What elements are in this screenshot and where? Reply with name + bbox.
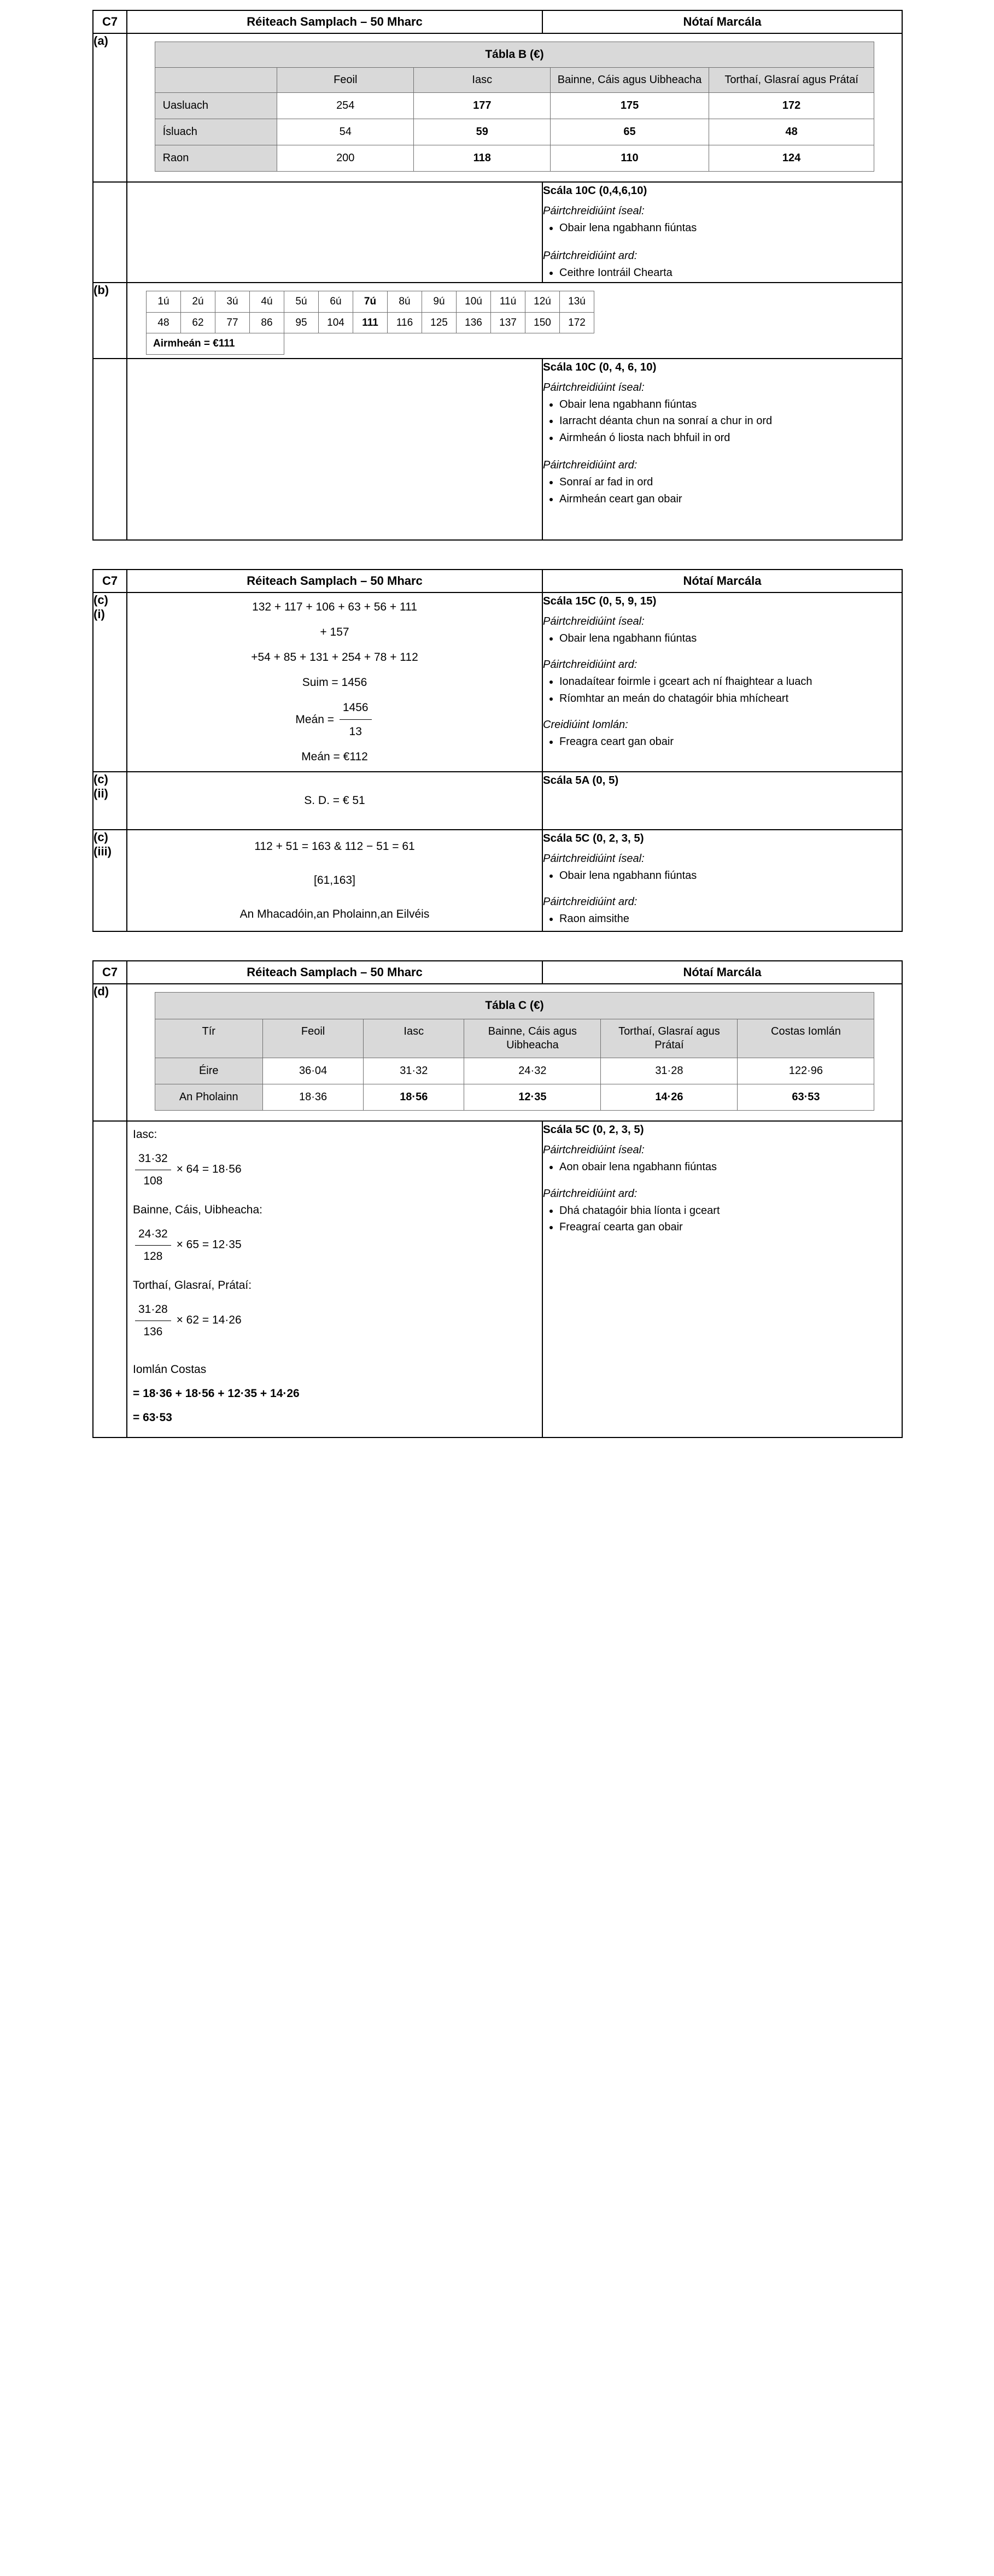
work-item-3-fraction bbox=[135, 1300, 171, 1341]
pos-11: 12ú bbox=[525, 291, 560, 313]
tabla-b-cell-0-2: 175 bbox=[551, 93, 709, 119]
work-item-2-rest: × 65 = 12·35 bbox=[176, 1238, 242, 1251]
pos-4: 5ú bbox=[284, 291, 319, 313]
pos-0: 1ú bbox=[147, 291, 181, 313]
work-item-2-numerator: 24·32 bbox=[135, 1224, 171, 1246]
tabla-c-col-0: Tír bbox=[155, 1019, 262, 1058]
part-c-iii-low-list bbox=[543, 869, 902, 884]
part-label-c-i-bottom: (i) bbox=[93, 607, 105, 621]
part-c-iii-work bbox=[127, 836, 542, 925]
part-c-iii-notes bbox=[542, 830, 902, 931]
part-b-notes-body-blank bbox=[127, 359, 542, 540]
tabla-b-col-3: Bainne, Cáis agus Uibheacha bbox=[551, 68, 709, 93]
part-b-high-label: Páirtchreidiúint ard: bbox=[543, 459, 638, 472]
list-item: • Dhá chatagóir bhia líonta i gceart bbox=[559, 1204, 902, 1219]
tabla-b-col-0 bbox=[155, 68, 277, 93]
val-0: 48 bbox=[147, 312, 181, 333]
work-item-1-fraction bbox=[135, 1149, 171, 1190]
header-code: C7 bbox=[93, 961, 127, 984]
list-item: • Airmheán ceart gan obair bbox=[559, 492, 902, 507]
median-row bbox=[147, 333, 594, 355]
part-b-body bbox=[127, 283, 902, 359]
part-c-iii-low-label: Páirtchreidiúint íseal: bbox=[543, 852, 645, 865]
pos-2: 3ú bbox=[215, 291, 250, 313]
marking-scheme-sheet bbox=[92, 10, 902, 1471]
tabla-b-cell-1-3: 48 bbox=[709, 119, 874, 145]
list-item: • Aon obair lena ngabhann fiúntas bbox=[559, 1160, 902, 1175]
table-header-row bbox=[93, 10, 902, 33]
part-label-c-ii bbox=[93, 772, 127, 830]
work-item-2-label: Bainne, Cáis, Uibheacha: bbox=[133, 1204, 262, 1217]
pos-5: 6ú bbox=[319, 291, 353, 313]
tabla-c-row-0-label: Éire bbox=[155, 1058, 262, 1084]
part-label-d: (d) bbox=[93, 984, 127, 1121]
pos-9: 10ú bbox=[457, 291, 491, 313]
header-solution-title: Réiteach Samplach – 50 Mharc bbox=[127, 570, 542, 592]
work-item-2-equation bbox=[133, 1224, 542, 1266]
tabla-c-cell-1-1: 18·56 bbox=[364, 1084, 464, 1111]
val-5: 104 bbox=[319, 312, 353, 333]
sum-total: Suim = 1456 bbox=[302, 676, 367, 689]
header-notes-title: Nótaí Marcála bbox=[542, 10, 902, 33]
row-part-d-table bbox=[93, 984, 902, 1121]
part-c-i-notes bbox=[542, 592, 902, 772]
part-d-work-body bbox=[127, 1121, 542, 1437]
block-part-d bbox=[92, 960, 903, 1439]
row-part-b bbox=[93, 283, 902, 359]
part-c-ii-work bbox=[127, 772, 542, 829]
tabla-c-cell-0-2: 24·32 bbox=[464, 1058, 601, 1084]
row-part-b-notes bbox=[93, 359, 902, 540]
tabla-b-caption-row bbox=[155, 42, 874, 68]
val-2: 77 bbox=[215, 312, 250, 333]
tabla-c-col-2: Iasc bbox=[364, 1019, 464, 1058]
tabla-c-caption-row bbox=[155, 992, 874, 1019]
tabla-b-row bbox=[155, 119, 874, 145]
ordered-data-table bbox=[146, 291, 594, 355]
part-c-iii-high-label: Páirtchreidiúint ard: bbox=[543, 896, 638, 908]
tabla-c-col-4: Torthaí, Glasraí agus Prátaí bbox=[601, 1019, 738, 1058]
tabla-b-cell-1-0: 54 bbox=[277, 119, 414, 145]
part-c-i-low-list bbox=[543, 631, 902, 647]
tabla-c-cell-1-4: 63·53 bbox=[738, 1084, 874, 1111]
table-header-row bbox=[93, 570, 902, 592]
part-c-i-full-list bbox=[543, 735, 902, 750]
val-12: 172 bbox=[560, 312, 594, 333]
part-label-c-ii-bottom: (ii) bbox=[93, 787, 108, 801]
ordered-values-row bbox=[147, 312, 594, 333]
part-c-i-body bbox=[127, 592, 542, 772]
header-code: C7 bbox=[93, 10, 127, 33]
part-c-ii-body bbox=[127, 772, 542, 830]
part-label-b: (b) bbox=[93, 283, 127, 359]
part-a-notes-code-blank bbox=[93, 182, 127, 283]
part-d-work bbox=[133, 1125, 542, 1427]
list-item: • Obair lena ngabhann fiúntas bbox=[559, 869, 902, 884]
tabla-b-cell-2-3: 124 bbox=[709, 145, 874, 172]
mean-fraction-numerator: 1456 bbox=[340, 697, 372, 720]
median-text: Airmheán = €111 bbox=[147, 333, 284, 355]
tabla-b-row-2-label: Raon bbox=[155, 145, 277, 172]
mean-label: Meán = bbox=[295, 713, 335, 726]
tabla-b-col-1: Feoil bbox=[277, 68, 414, 93]
table-header-row bbox=[93, 961, 902, 984]
tabla-b-cell-0-0: 254 bbox=[277, 93, 414, 119]
tabla-c-row bbox=[155, 1084, 874, 1111]
tabla-b-cell-1-1: 59 bbox=[414, 119, 551, 145]
part-label-c-ii-top: (c) bbox=[93, 772, 108, 787]
range-interval: [61,163] bbox=[314, 874, 355, 887]
tabla-c-col-1: Feoil bbox=[262, 1019, 363, 1058]
part-d-low-label: Páirtchreidiúint íseal: bbox=[543, 1143, 645, 1156]
block-part-c bbox=[92, 569, 903, 932]
tabla-b-col-2: Iasc bbox=[414, 68, 551, 93]
list-item: • Obair lena ngabhann fiúntas bbox=[559, 397, 902, 413]
work-item-1-rest: × 64 = 18·56 bbox=[176, 1163, 242, 1176]
total-cost-sum: = 18·36 + 18·56 + 12·35 + 14·26 bbox=[133, 1387, 300, 1400]
tabla-c-cell-1-2: 12·35 bbox=[464, 1084, 601, 1111]
part-d-table-body bbox=[127, 984, 902, 1121]
total-cost-result: = 63·53 bbox=[133, 1411, 172, 1424]
part-c-iii-body bbox=[127, 830, 542, 931]
part-c-i-work bbox=[127, 596, 542, 768]
tabla-c-cell-0-1: 31·32 bbox=[364, 1058, 464, 1084]
val-1: 62 bbox=[181, 312, 215, 333]
part-d-high-label: Páirtchreidiúint ard: bbox=[543, 1187, 638, 1200]
work-item-1-numerator: 31·32 bbox=[135, 1149, 171, 1170]
work-item-3-denominator: 136 bbox=[143, 1325, 163, 1338]
tabla-b-caption: Tábla B (€) bbox=[155, 42, 874, 68]
list-item: • Obair lena ngabhann fiúntas bbox=[559, 221, 902, 236]
mean-fraction-denominator: 13 bbox=[349, 725, 362, 738]
tabla-c-row-1-label: An Pholainn bbox=[155, 1084, 262, 1111]
total-cost-label: Iomlán Costas bbox=[133, 1363, 207, 1376]
part-b-high-list bbox=[543, 475, 902, 507]
part-c-iii-scale: Scála 5C (0, 2, 3, 5) bbox=[543, 832, 644, 845]
row-part-c-iii bbox=[93, 830, 902, 931]
list-item: • Ceithre Iontráil Chearta bbox=[559, 266, 902, 281]
tabla-c-caption: Tábla C (€) bbox=[155, 992, 874, 1019]
header-solution-title: Réiteach Samplach – 50 Mharc bbox=[127, 961, 542, 984]
part-c-ii-notes bbox=[542, 772, 902, 830]
tabla-c-cell-0-0: 36·04 bbox=[262, 1058, 363, 1084]
list-item: • Freagra ceart gan obair bbox=[559, 735, 902, 750]
work-item-1-equation bbox=[133, 1149, 542, 1190]
part-c-i-high-label: Páirtchreidiúint ard: bbox=[543, 659, 638, 671]
part-a-notes-body-blank bbox=[127, 182, 542, 283]
tabla-c-cell-0-3: 31·28 bbox=[601, 1058, 738, 1084]
work-item-3-numerator: 31·28 bbox=[135, 1300, 171, 1321]
header-notes-title: Nótaí Marcála bbox=[542, 961, 902, 984]
row-part-d-work bbox=[93, 1121, 902, 1437]
pos-12: 13ú bbox=[560, 291, 594, 313]
pos-7: 8ú bbox=[388, 291, 422, 313]
part-c-i-scale: Scála 15C (0, 5, 9, 15) bbox=[543, 594, 657, 607]
pos-3: 4ú bbox=[250, 291, 284, 313]
mean-fraction-line bbox=[127, 697, 542, 743]
tabla-c bbox=[155, 992, 875, 1111]
val-9: 136 bbox=[457, 312, 491, 333]
work-item-3-label: Torthaí, Glasraí, Prátaí: bbox=[133, 1279, 252, 1292]
part-a-high-list bbox=[543, 266, 902, 281]
mean-fraction bbox=[340, 697, 372, 743]
tabla-b-cell-2-1: 118 bbox=[414, 145, 551, 172]
val-7: 116 bbox=[388, 312, 422, 333]
range-calc-line: 112 + 51 = 163 & 112 − 51 = 61 bbox=[254, 840, 415, 853]
part-b-scale: Scála 10C (0, 4, 6, 10) bbox=[543, 360, 657, 373]
row-part-c-ii bbox=[93, 772, 902, 830]
tabla-b bbox=[155, 42, 875, 172]
standard-deviation-expression: S. D. = € 51 bbox=[304, 794, 365, 807]
pos-8: 9ú bbox=[422, 291, 457, 313]
part-label-c-iii-bottom: (iii) bbox=[93, 844, 112, 859]
row-part-c-i bbox=[93, 592, 902, 772]
tabla-c-cell-1-0: 18·36 bbox=[262, 1084, 363, 1111]
list-item: • Freagraí cearta gan obair bbox=[559, 1220, 902, 1235]
val-10: 137 bbox=[491, 312, 525, 333]
part-c-i-full-label: Creidiúint Iomlán: bbox=[543, 719, 628, 731]
pos-10: 11ú bbox=[491, 291, 525, 313]
tabla-b-col-4: Torthaí, Glasraí agus Prátaí bbox=[709, 68, 874, 93]
list-item: • Ríomhtar an meán do chatagóir bhia mhícheart bbox=[559, 691, 902, 707]
list-item: • Ionadaítear foirmle i gceart ach ní fhaightear a luach bbox=[559, 674, 902, 690]
work-item-3-equation bbox=[133, 1300, 542, 1341]
pos-1: 2ú bbox=[181, 291, 215, 313]
tabla-b-cell-0-3: 172 bbox=[709, 93, 874, 119]
work-item-1-denominator: 108 bbox=[143, 1174, 163, 1187]
work-item-3-rest: × 62 = 14·26 bbox=[176, 1313, 242, 1327]
val-6: 111 bbox=[353, 312, 388, 333]
countries-list: An Mhacadóin,an Pholainn,an Eilvéis bbox=[239, 907, 430, 920]
tabla-c-row bbox=[155, 1058, 874, 1084]
part-a-low-label: Páirtchreidiúint íseal: bbox=[543, 205, 645, 218]
part-a-high-label: Páirtchreidiúint ard: bbox=[543, 249, 638, 262]
row-part-a-notes bbox=[93, 182, 902, 283]
mean-result: Meán = €112 bbox=[301, 750, 368, 764]
work-item-1-label: Iasc: bbox=[133, 1128, 157, 1141]
pos-6: 7ú bbox=[353, 291, 388, 313]
sum-line-1: 132 + 117 + 106 + 63 + 56 + 111 bbox=[252, 600, 417, 613]
tabla-c-col-5: Costas Iomlán bbox=[738, 1019, 874, 1058]
part-c-i-high-list bbox=[543, 674, 902, 706]
val-3: 86 bbox=[250, 312, 284, 333]
part-a-notes bbox=[542, 182, 902, 283]
tabla-b-row-1-label: Ísluach bbox=[155, 119, 277, 145]
tabla-b-cell-1-2: 65 bbox=[551, 119, 709, 145]
tabla-c-header-row bbox=[155, 1019, 874, 1058]
list-item: • Obair lena ngabhann fiúntas bbox=[559, 631, 902, 647]
val-8: 125 bbox=[422, 312, 457, 333]
part-label-c-i bbox=[93, 592, 127, 772]
part-b-notes-code-blank bbox=[93, 359, 127, 540]
work-item-2-denominator: 128 bbox=[143, 1249, 163, 1263]
part-c-i-low-label: Páirtchreidiúint íseal: bbox=[543, 615, 645, 627]
header-code: C7 bbox=[93, 570, 127, 592]
tabla-b-header-row bbox=[155, 68, 874, 93]
sum-line-2: + 157 bbox=[320, 625, 349, 638]
tabla-c-cell-1-3: 14·26 bbox=[601, 1084, 738, 1111]
part-d-high-list bbox=[543, 1204, 902, 1235]
val-4: 95 bbox=[284, 312, 319, 333]
list-item: • Iarracht déanta chun na sonraí a chur in ord bbox=[559, 414, 902, 429]
part-b-low-list bbox=[543, 397, 902, 446]
tabla-b-row bbox=[155, 93, 874, 119]
list-item: • Sonraí ar fad in ord bbox=[559, 475, 902, 490]
part-c-ii-scale: Scála 5A (0, 5) bbox=[543, 774, 619, 787]
work-item-2-fraction bbox=[135, 1224, 171, 1266]
part-b-low-label: Páirtchreidiúint íseal: bbox=[543, 381, 645, 394]
part-label-c-i-top: (c) bbox=[93, 592, 108, 607]
part-d-scale: Scála 5C (0, 2, 3, 5) bbox=[543, 1123, 644, 1136]
header-solution-title: Réiteach Samplach – 50 Mharc bbox=[127, 10, 542, 33]
header-notes-title: Nótaí Marcála bbox=[542, 570, 902, 592]
part-a-scale: Scála 10C (0,4,6,10) bbox=[543, 184, 647, 197]
tabla-b-cell-0-1: 177 bbox=[414, 93, 551, 119]
ordered-positions-row bbox=[147, 291, 594, 313]
part-label-a: (a) bbox=[93, 33, 127, 182]
tabla-b-cell-2-2: 110 bbox=[551, 145, 709, 172]
part-c-iii-high-list bbox=[543, 912, 902, 927]
part-d-low-list bbox=[543, 1160, 902, 1175]
tabla-c-cell-0-4: 122·96 bbox=[738, 1058, 874, 1084]
tabla-c-col-3: Bainne, Cáis agus Uibheacha bbox=[464, 1019, 601, 1058]
tabla-b-row-0-label: Uasluach bbox=[155, 93, 277, 119]
block-part-a-b bbox=[92, 10, 903, 541]
row-part-a bbox=[93, 33, 902, 182]
list-item: • Airmheán ó liosta nach bhfuil in ord bbox=[559, 431, 902, 446]
list-item: • Raon aimsithe bbox=[559, 912, 902, 927]
val-11: 150 bbox=[525, 312, 560, 333]
tabla-b-row bbox=[155, 145, 874, 172]
part-label-c-iii-top: (c) bbox=[93, 830, 108, 844]
part-a-body bbox=[127, 33, 902, 182]
tabla-b-cell-2-0: 200 bbox=[277, 145, 414, 172]
part-label-c-iii bbox=[93, 830, 127, 931]
sum-line-3: +54 + 85 + 131 + 254 + 78 + 112 bbox=[251, 650, 418, 664]
part-b-notes bbox=[542, 359, 902, 540]
part-d-work-code-blank bbox=[93, 1121, 127, 1437]
part-a-low-list bbox=[543, 221, 902, 236]
part-d-notes bbox=[542, 1121, 902, 1437]
